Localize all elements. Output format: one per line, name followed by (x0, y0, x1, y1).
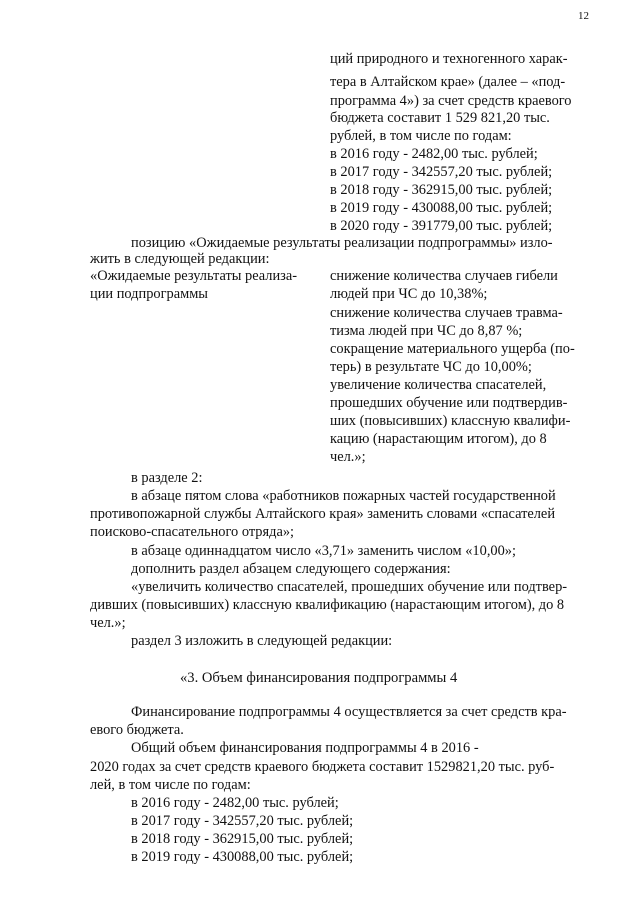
text-line: ших (повысивших) классную квалифи- (330, 413, 571, 429)
text-line: в 2016 году - 2482,00 тыс. рублей; (131, 795, 339, 811)
text-line: в 2016 году - 2482,00 тыс. рублей; (330, 146, 538, 162)
text-line: бюджета составит 1 529 821,20 тыс. (330, 110, 550, 126)
text-line: дивших (повысивших) классную квалификацию (нарастающим итогом), до 8 (90, 597, 565, 613)
text-line: позицию «Ожидаемые результаты реализации подпрограммы» изло- (131, 235, 553, 251)
text-line: в 2020 году - 391779,00 тыс. рублей; (330, 218, 553, 234)
text-line: сокращение материального ущерба (по- (330, 341, 575, 357)
text-line: ций природного и техногенного харак- (330, 51, 568, 67)
text-line: снижение количества случаев травма- (330, 305, 563, 321)
text-line: в 2017 году - 342557,20 тыс. рублей; (131, 813, 354, 829)
text-line: ции подпрограммы (90, 286, 208, 302)
text-line: в 2019 году - 430088,00 тыс. рублей; (330, 200, 553, 216)
text-line: Общий объем финансирования подпрограммы 4 в 2016 - (131, 740, 479, 756)
text-line: Финансирование подпрограммы 4 осуществляется за счет средств кра- (131, 704, 567, 720)
text-line: чел.»; (90, 615, 126, 631)
text-line: рублей, в том числе по годам: (330, 128, 512, 144)
text-line: в 2017 году - 342557,20 тыс. рублей; (330, 164, 553, 180)
text-line: в 2018 году - 362915,00 тыс. рублей; (330, 182, 553, 198)
text-line: увеличение количества спасателей, (330, 377, 547, 393)
text-line: людей при ЧС до 10,38%; (330, 286, 488, 302)
page-number: 12 (578, 10, 589, 22)
text-line: противопожарной службы Алтайского края» заменить словами «спасателей (90, 506, 556, 522)
text-line: жить в следующей редакции: (90, 251, 270, 267)
text-line: тизма людей при ЧС до 8,87 %; (330, 323, 523, 339)
text-line: «увеличить количество спасателей, прошедших обучение или подтвер- (131, 579, 568, 595)
section3-intro: раздел 3 изложить в следующей редакции: (131, 633, 393, 649)
text-line: «Ожидаемые результаты реализа- (90, 268, 298, 284)
text-line: прошедших обучение или подтвердив- (330, 395, 568, 411)
text-line: поисково-спасательного отряда»; (90, 524, 295, 540)
text-line: снижение количества случаев гибели (330, 268, 558, 284)
text-line: терь) в результате ЧС до 10,00%; (330, 359, 532, 375)
section3-heading: «3. Объем финансирования подпрограммы 4 (180, 670, 458, 686)
text-line: евого бюджета. (90, 722, 184, 738)
section2-item2: в абзаце одиннадцатом число «3,71» заменить числом «10,00»; (131, 543, 517, 559)
text-line: в 2019 году - 430088,00 тыс. рублей; (131, 849, 354, 865)
section2-intro: в разделе 2: (131, 470, 203, 486)
text-line: кацию (нарастающим итогом), до 8 (330, 431, 547, 447)
text-line: лей, в том числе по годам: (90, 777, 251, 793)
section2-item3: дополнить раздел абзацем следующего содержания: (131, 561, 451, 577)
text-line: в абзаце пятом слова «работников пожарных частей государственной (131, 488, 556, 504)
text-line: тера в Алтайском крае» (далее – «под- (330, 74, 566, 90)
text-line: 2020 годах за счет средств краевого бюджета составит 1529821,20 тыс. руб- (90, 759, 555, 775)
text-line: в 2018 году - 362915,00 тыс. рублей; (131, 831, 354, 847)
text-line: чел.»; (330, 449, 366, 465)
text-line: программа 4») за счет средств краевого (330, 93, 572, 109)
